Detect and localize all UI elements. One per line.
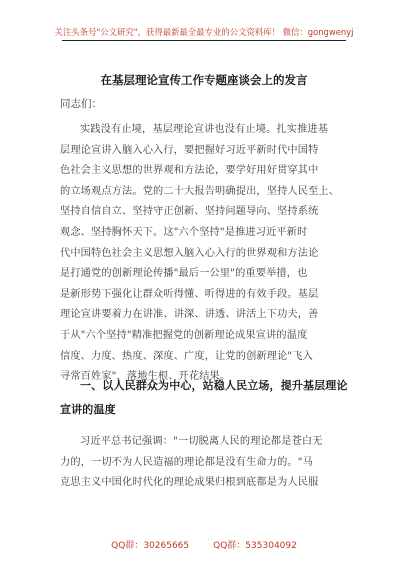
paragraph-line: 代中国特色社会主义思想入脑入心入行的世界观和方法论 (60, 247, 319, 259)
paragraph-1 (60, 120, 350, 388)
section-1-heading (60, 374, 350, 422)
paragraph-line: 层理论宣讲入脑入心入行，要把握好习近平新时代中国特 (60, 144, 319, 156)
paragraph-line: 观念、坚持胸怀天下。这"六个坚持"是推进习近平新时 (60, 226, 308, 238)
paragraph-line: 理论宣讲要着力在讲准、讲深、讲透、讲活上下功夫，善 (60, 309, 319, 321)
paragraph-line: 的立场观点方法。党的二十大报告明确提出，坚持人民至上、 (60, 185, 340, 197)
footer-qq-group-1: QQ群：30265665 (111, 541, 190, 551)
header-promo-note: 关注头条号"公文研究"，获得最新最全最专业的公文资料库！ 微信：gongwenyj (54, 27, 354, 37)
heading-line: 一、以人民群众为中心，站稳人民立场，提升基层理论 (80, 379, 348, 392)
paragraph-2 (60, 432, 350, 494)
paragraph-line: 信度、力度、热度、深度、广度，让党的创新理论"飞入 (60, 350, 313, 362)
paragraph-line: 习近平总书记强调："一切脱离人民的理论都是苍白无 (80, 436, 323, 447)
paragraph-line: 色社会主义思想的世界观和方法论，要学好用好贯穿其中 (60, 165, 319, 177)
paragraph-line: 于从"六个坚持"精准把握党的创新理论成果宣讲的温度 (60, 329, 308, 341)
paragraph-line: 实践没有止境，基层理论宣讲也没有止境。扎实推进基 (80, 124, 329, 135)
paragraph-line: 克思主义中国化时代化的理论成果归根到底都是为人民服 (60, 477, 319, 489)
header-divider (62, 40, 346, 41)
paragraph-line: 力的，一切不为人民造福的理论都是没有生命力的。"马 (60, 456, 313, 468)
heading-line: 宣讲的温度 (60, 403, 116, 416)
paragraph-line: 坚持自信自立、坚持守正创新、坚持问题导向、坚持系统 (60, 206, 319, 218)
footer-contact (0, 538, 408, 551)
paragraph-line: 是打通党的创新理论传播"最后一公里"的重要举措，也 (60, 268, 308, 280)
document-title: 在基层理论宣传工作专题座谈会上的发言 (100, 73, 308, 87)
paragraph-line: 是新形势下强化让群众听得懂、听得进的有效手段。基层 (60, 288, 319, 300)
footer-qq-group-2: QQ群：535304092 (213, 541, 297, 551)
paragraph-line: 寻常百姓家"，落地生根、开花结果。 (60, 371, 231, 383)
salutation: 同志们： (60, 98, 102, 110)
